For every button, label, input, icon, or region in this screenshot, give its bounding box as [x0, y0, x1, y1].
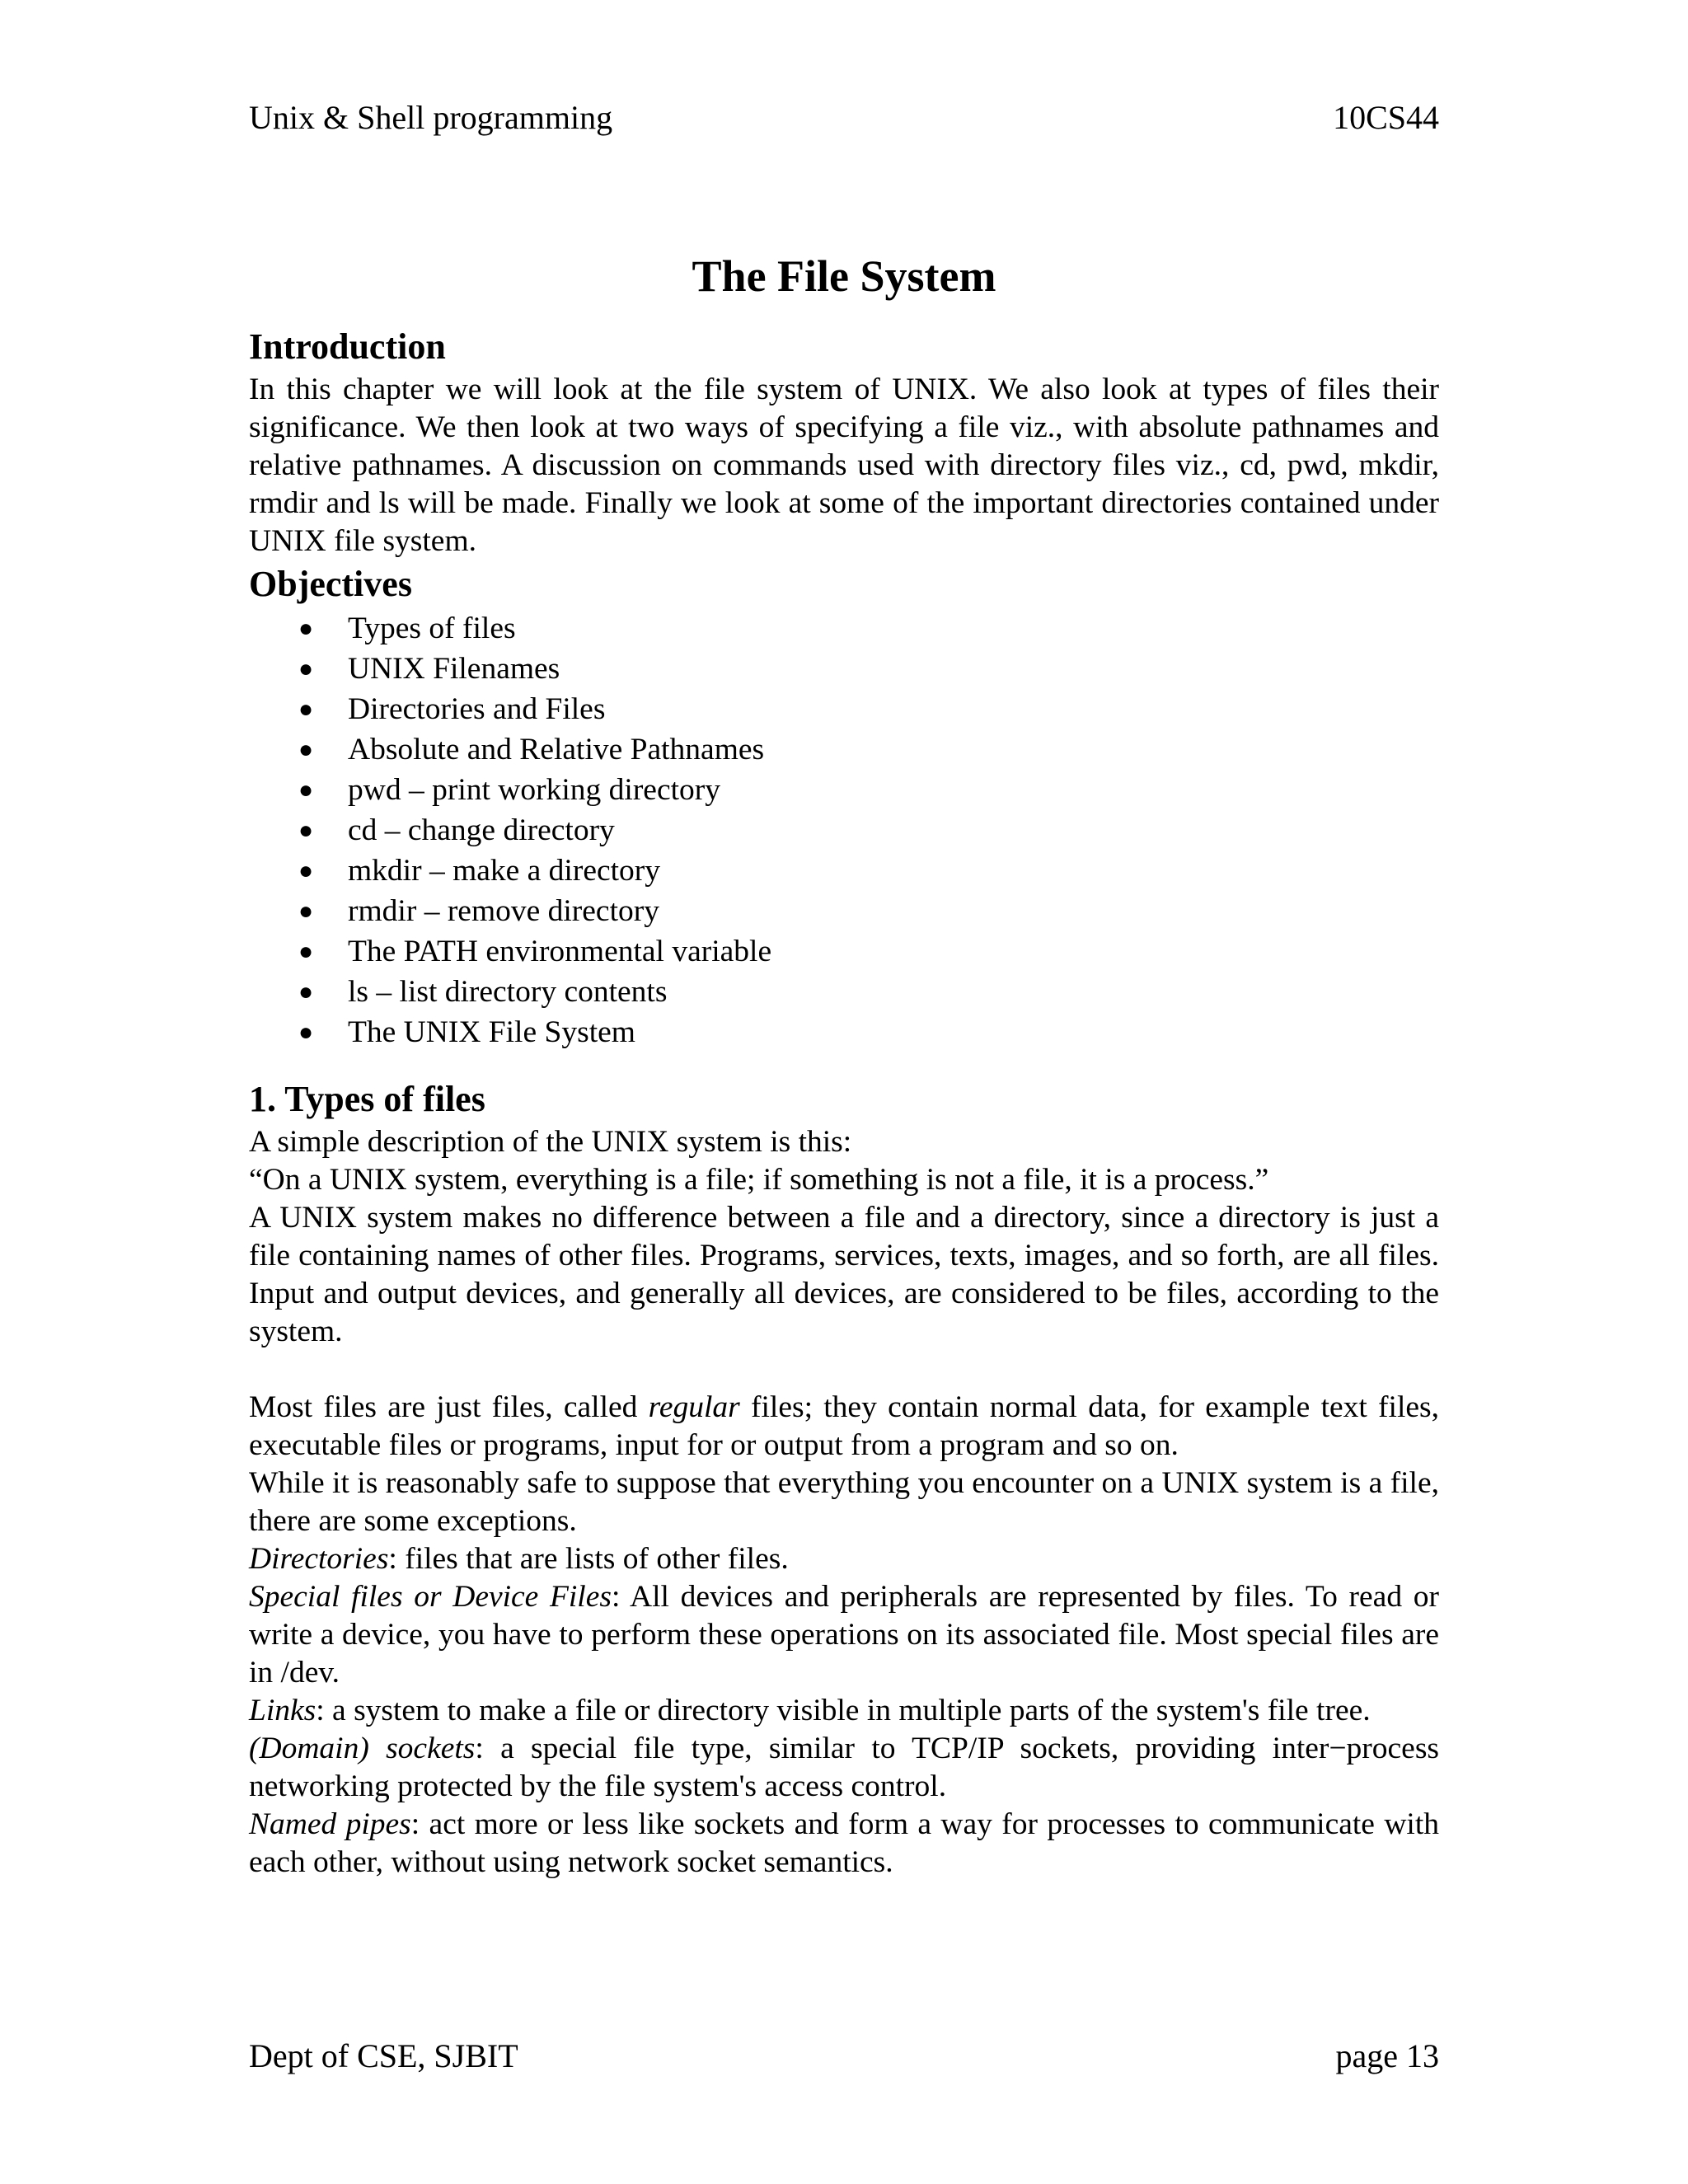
- list-item-text: Types of files: [348, 612, 516, 645]
- section-paragraph: A simple description of the UNIX system is this:: [249, 1125, 852, 1159]
- bullet-icon: ●: [298, 736, 314, 763]
- list-item-text: cd – change directory: [348, 813, 615, 847]
- sockets-definition: [249, 1730, 1439, 1806]
- list-item: [298, 810, 1439, 851]
- definition-term: Directories: [249, 1542, 389, 1576]
- paragraph-spacer: [249, 1351, 1439, 1389]
- list-item-text: The PATH environmental variable: [348, 935, 772, 968]
- regular-term: regular: [648, 1390, 740, 1424]
- definition-term: Links: [249, 1694, 316, 1727]
- list-item-text: Absolute and Relative Pathnames: [348, 733, 765, 766]
- named-pipes-definition: [249, 1806, 1439, 1882]
- list-item: [298, 972, 1439, 1012]
- introduction-paragraph: In this chapter we will look at the file system of UNIX. We also look at types of files their significance. We then look at two ways of specifying a file viz., with absolute pathnames and relative pathnames. A discussion on commands used with directory files viz., cd, pwd, mkdir, rmdir and ls will be made. Finally we look at some of the important directories contained under UNIX file system.: [249, 373, 1439, 558]
- list-item-text: rmdir – remove directory: [348, 894, 659, 928]
- list-item: [298, 689, 1439, 729]
- objectives-heading: Objectives: [249, 564, 412, 604]
- directories-definition: [249, 1540, 1439, 1578]
- bullet-icon: ●: [298, 1019, 314, 1046]
- special-files-definition: [249, 1578, 1439, 1692]
- bullet-icon: ●: [298, 776, 314, 804]
- header-course-title: Unix & Shell programming: [249, 99, 613, 136]
- bullet-icon: ●: [298, 857, 314, 884]
- list-item-text: The UNIX File System: [348, 1015, 635, 1049]
- definition-text: : files that are lists of other files.: [388, 1542, 789, 1576]
- bullet-icon: ●: [298, 655, 314, 682]
- section-paragraph: A UNIX system makes no difference between a file and a directory, since a directory is just a file containing names of other files. Programs, services, texts, images, and so forth, are all files. Input and output devices, and generally all devices, are considered to be files, according to the system.: [249, 1201, 1439, 1348]
- page-content: [249, 239, 1439, 1882]
- footer-page-number: page 13: [1335, 2037, 1439, 2074]
- bullet-icon: ●: [298, 696, 314, 723]
- bullet-icon: ●: [298, 978, 314, 1005]
- page-header: [249, 97, 1439, 138]
- bullet-icon: ●: [298, 938, 314, 965]
- bullet-icon: ●: [298, 817, 314, 844]
- definition-term: (Domain) sockets: [249, 1732, 476, 1765]
- list-item-text: UNIX Filenames: [348, 652, 560, 686]
- list-item: [298, 729, 1439, 770]
- exceptions-paragraph: While it is reasonably safe to suppose that everything you encounter on a UNIX system is a file, there are some exceptions.: [249, 1466, 1439, 1538]
- bullet-icon: ●: [298, 898, 314, 925]
- list-item: [298, 649, 1439, 689]
- introduction-heading: Introduction: [249, 326, 446, 367]
- definition-text: : act more or less like sockets and form a way for processes to communicate with each other, without using network socket semantics.: [249, 1807, 1439, 1879]
- list-item-text: pwd – print working directory: [348, 773, 720, 807]
- definition-text: : All devices and peripherals are represented by files. To read or write a device, you have to perform these operations on its associated file. Most special files are in /dev.: [249, 1580, 1439, 1690]
- definition-term: Special files or Device Files: [249, 1580, 612, 1614]
- section-quote: “On a UNIX system, everything is a file; if something is not a file, it is a process.”: [249, 1163, 1269, 1197]
- section-heading-types-of-files: 1. Types of files: [249, 1079, 485, 1119]
- list-item: [298, 608, 1439, 649]
- list-item-text: ls – list directory contents: [348, 975, 668, 1009]
- definition-text: : a special file type, similar to TCP/IP sockets, providing inter−process networking protected by the file system's access control.: [249, 1732, 1439, 1803]
- list-item: [298, 770, 1439, 810]
- paragraph-text: Most files are just files, called: [249, 1390, 649, 1424]
- definition-term: Named pipes: [249, 1807, 411, 1841]
- bullet-icon: ●: [298, 615, 314, 642]
- definition-text: : a system to make a file or directory visible in multiple parts of the system's file tree.: [316, 1694, 1371, 1727]
- links-definition: [249, 1692, 1439, 1730]
- paragraph-text: files; they contain normal data, for example text files, executable files or programs, input for or output from a program and so on.: [249, 1390, 1439, 1462]
- footer-department: Dept of CSE, SJBIT: [249, 2037, 518, 2074]
- list-item-text: mkdir – make a directory: [348, 854, 661, 888]
- page-footer: [249, 2036, 1439, 2077]
- header-course-code: 10CS44: [1333, 99, 1439, 136]
- list-item-text: Directories and Files: [348, 692, 606, 726]
- list-item: [298, 851, 1439, 891]
- list-item: [298, 1012, 1439, 1052]
- list-item: [298, 931, 1439, 972]
- objectives-list: [249, 608, 1439, 1052]
- chapter-title: The File System: [692, 251, 996, 301]
- regular-files-paragraph: [249, 1389, 1439, 1465]
- list-item: [298, 891, 1439, 931]
- section-spacer: [249, 1052, 1439, 1076]
